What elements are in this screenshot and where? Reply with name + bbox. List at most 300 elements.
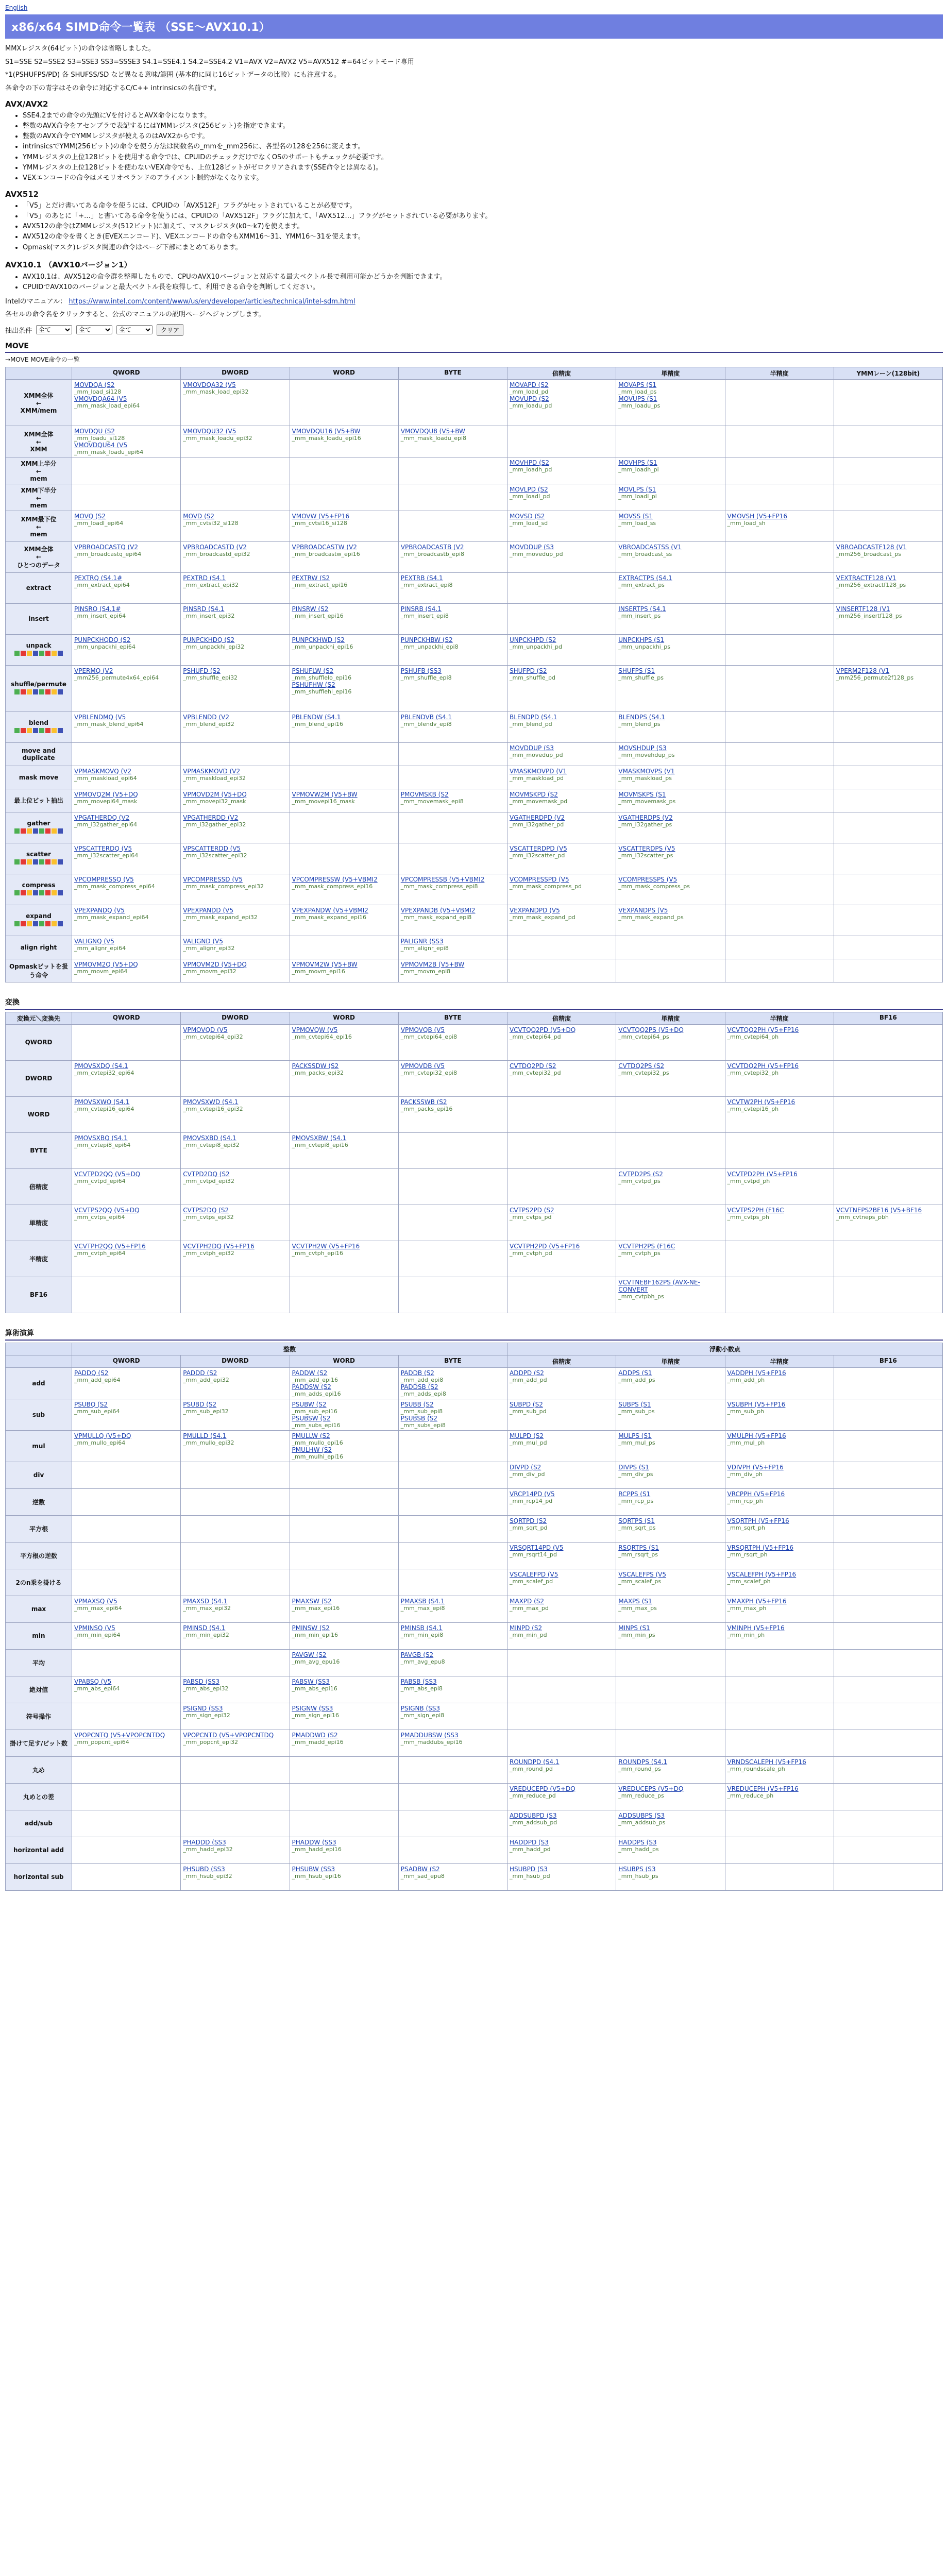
instruction-link[interactable]: VPEXPANDB (V5+VBMI2	[400, 906, 476, 914]
instruction-link[interactable]: PMADDUBSW (SS3	[400, 1731, 459, 1739]
instruction-link[interactable]: VPMOVQD (V5	[183, 1026, 228, 1033]
instruction-link[interactable]: VPEXPANDD (V5	[183, 906, 233, 914]
manual-link[interactable]: https://www.intel.com/content/www/us/en/developer/articles/technical/intel-sdm.html	[69, 297, 356, 306]
instruction-link[interactable]: MOVDDUP (S3	[510, 543, 554, 551]
instruction-link[interactable]: VPCOMPRESSD (V5	[183, 875, 243, 883]
filter-clear-button[interactable]: クリア	[157, 324, 183, 336]
instruction-link[interactable]: VCVTQQ2PD (V5+DQ	[510, 1026, 576, 1033]
instruction-link[interactable]: ADDSUBPD (S3	[510, 1811, 557, 1819]
table-cell	[507, 766, 616, 789]
instruction-link[interactable]: VCVTPH2DQ (V5+FP16	[183, 1242, 255, 1250]
instruction-link[interactable]: ADDSUBPS (S3	[618, 1811, 665, 1819]
instruction-link[interactable]: CVTDQ2PS (S2	[618, 1062, 665, 1070]
instruction-link[interactable]: VMULPH (V5+FP16	[727, 1432, 786, 1439]
instruction-link[interactable]: VSCALEFPD (V5	[510, 1570, 558, 1578]
table-cell	[834, 1622, 942, 1649]
table-row	[6, 1096, 943, 1132]
instruction-link[interactable]: VINSERTF128 (V1	[836, 605, 890, 613]
table-row	[6, 511, 943, 541]
instruction-link[interactable]: VPCOMPRESSQ (V5	[74, 875, 134, 883]
table-cell	[181, 1730, 290, 1756]
intrinsic-name: _mm_cvtepi16_epi32	[183, 1105, 243, 1112]
instruction-link[interactable]: PHSUBD (SS3	[183, 1865, 225, 1873]
instruction-link[interactable]: MOVAPS (S1	[618, 381, 657, 388]
group-header: 整数	[72, 1343, 507, 1355]
instruction-link[interactable]: VCOMPRESSPD (V5	[510, 875, 569, 883]
instruction-link[interactable]: PADDSW (S2	[292, 1383, 331, 1391]
instruction-link[interactable]: PMOVSXDQ (S4.1	[74, 1062, 128, 1070]
instruction-link[interactable]: PHADDD (SS3	[183, 1838, 226, 1846]
instruction-link[interactable]: PSHUFHW (S2	[292, 681, 335, 688]
instruction-link[interactable]: VCVTPH2W (V5+FP16	[292, 1242, 360, 1250]
instruction-link[interactable]: PSHUFB (SS3	[400, 667, 442, 674]
instruction-link[interactable]: PMULLD (S4.1	[183, 1432, 227, 1439]
intrinsic-name: _mm_max_epi64	[74, 1604, 122, 1612]
instruction-link[interactable]: MOVMSKPS (S1	[618, 790, 666, 798]
instruction-link[interactable]: VSCALEFPS (V5	[618, 1570, 667, 1578]
instruction-link[interactable]: PABSB (SS3	[400, 1677, 437, 1685]
table-row	[6, 936, 943, 959]
instruction-link[interactable]: VPMULLQ (V5+DQ	[74, 1432, 131, 1439]
instruction-link[interactable]: PMOVSXBQ (S4.1	[74, 1134, 128, 1142]
column-header	[6, 1355, 72, 1367]
instruction-link[interactable]: MOVMSKPD (S2	[510, 790, 558, 798]
instruction-link[interactable]: PSUBD (S2	[183, 1400, 217, 1408]
instruction-link[interactable]: VMINPH (V5+FP16	[727, 1624, 785, 1632]
intrinsic-name: _mm_i32gather_pd	[510, 821, 564, 828]
instruction-link[interactable]: VALIGND (V5	[183, 937, 223, 945]
instruction-link[interactable]: PSIGNB (SS3	[400, 1704, 441, 1712]
table-cell	[616, 1060, 725, 1096]
instruction-link[interactable]: BLENDPD (S4.1	[510, 713, 557, 721]
instruction-link[interactable]: VPBROADCASTQ (V2	[74, 543, 139, 551]
instruction-link[interactable]: MINPD (S2	[510, 1624, 543, 1632]
instruction-link[interactable]: MOVUPS (S1	[618, 395, 657, 402]
instruction-link[interactable]: VPMOVM2B (V5+BW	[400, 960, 465, 968]
table-cell	[398, 541, 507, 572]
filter-select-3[interactable]	[116, 325, 153, 334]
instruction-link[interactable]: PADDQ (S2	[74, 1369, 109, 1377]
instruction-link[interactable]: PMAXSD (S4.1	[183, 1597, 228, 1605]
instruction-link[interactable]: VPGATHERDQ (V2	[74, 814, 130, 821]
instruction-link[interactable]: VCVTQQ2PS (V5+DQ	[618, 1026, 684, 1033]
instruction-link[interactable]: VRSQRT14PD (V5	[510, 1544, 564, 1551]
intrinsic-name: _mm_movm_epi32	[183, 968, 236, 975]
instruction-link[interactable]: VREDUCEPH (V5+FP16	[727, 1785, 799, 1792]
table-cell	[616, 1277, 725, 1313]
instruction-link[interactable]: VPMOVM2W (V5+BW	[292, 960, 358, 968]
instruction-link[interactable]: VBROADCASTF128 (V1	[836, 543, 907, 551]
instruction-link[interactable]: VMASKMOVPD (V1	[510, 767, 567, 775]
instruction-link[interactable]: PMAXSW (S2	[292, 1597, 332, 1605]
table-cell	[290, 457, 398, 484]
instruction-link[interactable]: CVTPS2DQ (S2	[183, 1206, 229, 1214]
instruction-link[interactable]: PMINSD (S4.1	[183, 1624, 226, 1632]
instruction-link[interactable]: VCVTPS2QQ (V5+DQ	[74, 1206, 140, 1214]
instruction-link[interactable]: VCVTNEBF162PS (AVX-NE-CONVERT	[618, 1278, 700, 1293]
instruction-link[interactable]: PADDW (S2	[292, 1369, 328, 1377]
instruction-link[interactable]: MOVLPD (S2	[510, 485, 548, 493]
table-cell	[507, 812, 616, 843]
intrinsic-name: _mm_mul_ph	[727, 1439, 765, 1446]
instruction-link[interactable]: PMOVSXWD (S4.1	[183, 1098, 239, 1106]
instruction-link[interactable]: BLENDPS (S4.1	[618, 713, 666, 721]
instruction-link[interactable]: VEXPANDPS (V5	[618, 906, 668, 914]
instruction-link[interactable]: MOVAPD (S2	[510, 381, 549, 388]
intro-block	[5, 44, 943, 93]
instruction-link[interactable]: PSHUFLW (S2	[292, 667, 334, 674]
instruction-link[interactable]: VPCOMPRESSB (V5+VBMI2	[400, 875, 485, 883]
instruction-link[interactable]: VCVTPH2QQ (V5+FP16	[74, 1242, 146, 1250]
table-cell	[181, 1756, 290, 1783]
instruction-link[interactable]: PSUBW (S2	[292, 1400, 327, 1408]
instruction-link[interactable]: ADDPD (S2	[510, 1369, 544, 1377]
instruction-link[interactable]: MOVSS (S1	[618, 512, 653, 520]
instruction-link[interactable]: MOVDQA (S2	[74, 381, 115, 388]
instruction-link[interactable]: PMAXSB (S4.1	[400, 1597, 445, 1605]
instruction-link[interactable]: VREDUCEPD (V5+DQ	[510, 1785, 575, 1792]
instruction-link[interactable]: VRCP14PD (V5	[510, 1490, 555, 1498]
table-row	[6, 1542, 943, 1569]
instruction-link[interactable]: VMASKMOVPS (V1	[618, 767, 675, 775]
language-link[interactable]: English	[5, 4, 28, 11]
instruction-link[interactable]: VMOVSH (V5+FP16	[727, 512, 787, 520]
instruction-link[interactable]: PSHUFD (S2	[183, 667, 221, 674]
instruction-link[interactable]: CVTPS2PD (S2	[510, 1206, 554, 1214]
instruction-link[interactable]: VADDPH (V5+FP16	[727, 1369, 786, 1377]
column-header: 倍精度	[507, 1355, 616, 1367]
instruction-link[interactable]: VCVTPH2PD (V5+FP16	[510, 1242, 580, 1250]
instruction-link[interactable]: MOVUPD (S2	[510, 395, 549, 402]
instruction-link[interactable]: PMADDWD (S2	[292, 1731, 338, 1739]
instruction-link[interactable]: VPMOVQ2M (V5+DQ	[74, 790, 138, 798]
instruction-link[interactable]: VPABSQ (V5	[74, 1677, 112, 1685]
move-section-header: MOVE	[5, 342, 943, 353]
instruction-link[interactable]: HSUBPS (S3	[618, 1865, 656, 1873]
instruction-link[interactable]: VGATHERDPS (V2	[618, 814, 673, 821]
table-cell	[72, 1730, 181, 1756]
instruction-link[interactable]: VSQRTPH (V5+FP16	[727, 1517, 789, 1524]
intrinsic-name: _mm_loadu_si128	[74, 434, 125, 442]
instruction-link[interactable]: PEXTRB (S4.1	[400, 574, 443, 582]
instruction-link[interactable]: PSADBW (S2	[400, 1865, 440, 1873]
intrinsic-name: _mm_shuffle_pd	[510, 674, 555, 681]
instruction-link[interactable]: VCVTPS2PH (F16C	[727, 1206, 784, 1214]
instruction-link[interactable]: VPBLENDMQ (V5	[74, 713, 126, 721]
instruction-link[interactable]: PEXTRQ (S4.1#	[74, 574, 123, 582]
instruction-link[interactable]: VPOPCNTQ (V5+VPOPCNTDQ	[74, 1731, 165, 1739]
intrinsic-name: _mm_load_sh	[727, 519, 766, 527]
instruction-link[interactable]: MULPD (S2	[510, 1432, 544, 1439]
table-cell	[398, 1596, 507, 1622]
table-cell	[616, 457, 725, 484]
instruction-link[interactable]: PINSRW (S2	[292, 605, 329, 613]
instruction-link[interactable]: EXTRACTPS (S4.1	[618, 574, 672, 582]
instruction-link[interactable]: VMAXPH (V5+FP16	[727, 1597, 787, 1605]
instruction-link[interactable]: HADDPS (S3	[618, 1838, 657, 1846]
table-cell	[398, 1756, 507, 1783]
instruction-link[interactable]: PMOVSXWQ (S4.1	[74, 1098, 130, 1106]
instruction-link[interactable]: VSCATTERDPD (V5	[510, 844, 567, 852]
intrinsic-name: _mm_shuffle_ps	[618, 674, 664, 681]
instruction-link[interactable]: VEXTRACTF128 (V1	[836, 574, 896, 582]
instruction-link[interactable]: VCVTDQ2PH (V5+FP16	[727, 1062, 799, 1070]
instruction-link[interactable]: ADDPS (S1	[618, 1369, 652, 1377]
instruction-link[interactable]: MAXPS (S1	[618, 1597, 652, 1605]
instruction-link[interactable]: VCVTPD2PH (V5+FP16	[727, 1170, 798, 1178]
instruction-link[interactable]: MINPS (S1	[618, 1624, 650, 1632]
instruction-link[interactable]: VCVTQQ2PH (V5+FP16	[727, 1026, 799, 1033]
instruction-link[interactable]: MOVD (S2	[183, 512, 215, 520]
table-cell	[181, 959, 290, 982]
instruction-link[interactable]: VCVTPD2QQ (V5+DQ	[74, 1170, 141, 1178]
table-cell	[181, 1542, 290, 1569]
intrinsic-name: _mm_mullo_epi16	[292, 1439, 343, 1446]
instruction-link[interactable]: VPMOVQB (V5	[400, 1026, 445, 1033]
instruction-link[interactable]: PSUBQ (S2	[74, 1400, 108, 1408]
instruction-link[interactable]: PALIGNR (SS3	[400, 937, 444, 945]
instruction-link[interactable]: VRSQRTPH (V5+FP16	[727, 1544, 793, 1551]
instruction-link[interactable]: PABSW (SS3	[292, 1677, 330, 1685]
instruction-link[interactable]: MOVHPS (S1	[618, 459, 657, 466]
instruction-link[interactable]: VPMINSQ (V5	[74, 1624, 115, 1632]
instruction-link[interactable]: VPMOVQW (V5	[292, 1026, 338, 1033]
instruction-link[interactable]: VPOPCNTD (V5+VPOPCNTDQ	[183, 1731, 274, 1739]
intrinsic-name: _mm_mask_expand_epi32	[183, 913, 258, 921]
instruction-link[interactable]: VCVTPH2PS (F16C	[618, 1242, 675, 1250]
instruction-link[interactable]: VPERMQ (V2	[74, 667, 113, 674]
instruction-link[interactable]: VPMAXSQ (V5	[74, 1597, 117, 1605]
intrinsic-name: _mm_insert_epi64	[74, 612, 126, 619]
table-cell	[834, 1596, 942, 1622]
intrinsic-name: _mm_mask_loadu_epi16	[292, 434, 361, 442]
table-cell	[181, 1205, 290, 1241]
intrinsic-name: _mm_avg_epu16	[292, 1658, 340, 1665]
instruction-link[interactable]: PAVGW (S2	[292, 1651, 327, 1658]
instruction-link[interactable]: PUNPCKHBW (S2	[400, 636, 453, 643]
instruction-link[interactable]: PMULLW (S2	[292, 1432, 330, 1439]
instruction-link[interactable]: VMOVDQU16 (V5+BW	[292, 427, 361, 435]
table-cell	[290, 1596, 398, 1622]
instruction-link[interactable]: VCVTW2PH (V5+FP16	[727, 1098, 795, 1106]
instruction-link[interactable]: PSUBB (S2	[400, 1400, 434, 1408]
table-row	[6, 1703, 943, 1730]
table-cell	[616, 603, 725, 634]
instruction-link[interactable]: PAVGB (S2	[400, 1651, 434, 1658]
instruction-link[interactable]: PSIGND (SS3	[183, 1704, 223, 1712]
move-subline[interactable]: →MOVE MOVE命令の一覧	[5, 355, 80, 363]
intrinsic-name: _mm_maskload_ps	[618, 774, 672, 782]
table-row	[6, 1241, 943, 1277]
instruction-link[interactable]: VPMASKMOVQ (V2	[74, 767, 132, 775]
instruction-link[interactable]: PMINSB (S4.1	[400, 1624, 443, 1632]
table-cell	[290, 511, 398, 541]
instruction-link[interactable]: VPMOVW2M (V5+BW	[292, 790, 358, 798]
instruction-link[interactable]: DIVPS (S1	[618, 1463, 649, 1471]
instruction-link[interactable]: CVTPD2PS (S2	[618, 1170, 663, 1178]
table-cell	[507, 572, 616, 603]
instruction-link[interactable]: VPMOVM2D (V5+DQ	[183, 960, 247, 968]
instruction-link[interactable]: PADDD (S2	[183, 1369, 217, 1377]
table-cell	[834, 1863, 942, 1890]
instruction-link[interactable]: PSUBSB (S2	[400, 1414, 438, 1422]
instruction-link[interactable]: SUBPS (S1	[618, 1400, 651, 1408]
instruction-link[interactable]: VPCOMPRESSW (V5+VBMI2	[292, 875, 378, 883]
instruction-link[interactable]: PUNPCKHQDQ (S2	[74, 636, 131, 643]
instruction-link[interactable]: DIVPD (S2	[510, 1463, 541, 1471]
instruction-link[interactable]: VPBLENDD (V2	[183, 713, 229, 721]
instruction-link[interactable]: VCVTNEPS2BF16 (V5+BF16	[836, 1206, 922, 1214]
table-cell	[72, 665, 181, 711]
filter-label: 抽出条件	[5, 327, 32, 335]
instruction-link[interactable]: PEXTRW (S2	[292, 574, 330, 582]
instruction-link[interactable]: MOVDQU (S2	[74, 427, 115, 435]
instruction-link[interactable]: VSCATTERDPS (V5	[618, 844, 675, 852]
instruction-link[interactable]: VPMOVM2Q (V5+DQ	[74, 960, 138, 968]
instruction-link[interactable]: PMULHW (S2	[292, 1446, 332, 1453]
table-cell	[181, 742, 290, 766]
instruction-link[interactable]: VPSCATTERDQ (V5	[74, 844, 132, 852]
conversion-table	[5, 1012, 943, 1313]
instruction-link[interactable]: PSIGNW (SS3	[292, 1704, 333, 1712]
instruction-link[interactable]: VDIVPH (V5+FP16	[727, 1463, 784, 1471]
instruction-link[interactable]: VRCPPH (V5+FP16	[727, 1490, 785, 1498]
instruction-link[interactable]: SHUFPD (S2	[510, 667, 547, 674]
instruction-link[interactable]: VMOVDQA64 (V5	[74, 395, 127, 402]
instruction-link[interactable]: SQRTPD (S2	[510, 1517, 547, 1524]
instruction-link[interactable]: VPBROADCASTD (V2	[183, 543, 247, 551]
instruction-link[interactable]: MULPS (S1	[618, 1432, 652, 1439]
instruction-link[interactable]: VPEXPANDW (V5+VBMI2	[292, 906, 368, 914]
table-cell	[72, 905, 181, 936]
instruction-link[interactable]: VPMOVDB (V5	[400, 1062, 445, 1070]
instruction-link[interactable]: RSQRTPS (S1	[618, 1544, 659, 1551]
instruction-link[interactable]: SUBPD (S2	[510, 1400, 543, 1408]
instruction-link[interactable]: UNPCKHPS (S1	[618, 636, 665, 643]
table-cell	[725, 1205, 834, 1241]
table-cell	[290, 1367, 398, 1399]
instruction-link[interactable]: PMINSW (S2	[292, 1624, 330, 1632]
instruction-link[interactable]: VREDUCEPS (V5+DQ	[618, 1785, 684, 1792]
instruction-link[interactable]: VEXPANDPD (V5	[510, 906, 560, 914]
table-row	[6, 484, 943, 511]
instruction-link[interactable]: SHUFPS (S1	[618, 667, 655, 674]
instruction-link[interactable]: PUNPCKHDQ (S2	[183, 636, 235, 643]
instruction-link[interactable]: PACKSSDW (S2	[292, 1062, 339, 1070]
instruction-link[interactable]: VPBROADCASTB (V2	[400, 543, 464, 551]
instruction-link[interactable]: MOVLPS (S1	[618, 485, 656, 493]
intrinsic-name: _mm_cvtepi32_ps	[618, 1069, 669, 1076]
instruction-link[interactable]: VSUBPH (V5+FP16	[727, 1400, 786, 1408]
instruction-link[interactable]: VALIGNQ (V5	[74, 937, 114, 945]
filter-select-2[interactable]	[76, 325, 112, 334]
instruction-link[interactable]: CVTDQ2PD (S2	[510, 1062, 556, 1070]
instruction-link[interactable]: MOVSD (S2	[510, 512, 545, 520]
instruction-link[interactable]: PACKSSWB (S2	[400, 1098, 447, 1106]
instruction-link[interactable]: RCPPS (S1	[618, 1490, 651, 1498]
row-header: BF16	[6, 1277, 72, 1313]
instruction-link[interactable]: PBLENDW (S4.1	[292, 713, 341, 721]
intrinsic-name: _mm_mask_expand_epi64	[74, 913, 149, 921]
instruction-link[interactable]: VMOVW (V5+FP16	[292, 512, 350, 520]
instruction-link[interactable]: VCOMPRESSPS (V5	[618, 875, 678, 883]
instruction-link[interactable]: VPEXPANDQ (V5	[74, 906, 125, 914]
instruction-link[interactable]: VMOVDQU64 (V5	[74, 441, 128, 449]
instruction-link[interactable]: PSUBSW (S2	[292, 1414, 331, 1422]
instruction-link[interactable]: VMOVDQA32 (V5	[183, 381, 236, 388]
instruction-link[interactable]: VBROADCASTSS (V1	[618, 543, 682, 551]
instruction-link[interactable]: VPGATHERDD (V2	[183, 814, 239, 821]
instruction-link[interactable]: MAXPD (S2	[510, 1597, 545, 1605]
intrinsic-name: _mm_hsub_ps	[618, 1872, 658, 1879]
instruction-link[interactable]: MOVDDUP (S3	[510, 744, 554, 752]
table-cell	[181, 379, 290, 426]
instruction-link[interactable]: MOVQ (S2	[74, 512, 106, 520]
table-cell	[725, 1430, 834, 1462]
table-cell	[507, 1367, 616, 1399]
instruction-link[interactable]: VPSCATTERDD (V5	[183, 844, 241, 852]
instruction-link[interactable]: PHSUBW (SS3	[292, 1865, 335, 1873]
instruction-link[interactable]: VMOVDQU8 (V5+BW	[400, 427, 465, 435]
table-cell	[507, 511, 616, 541]
instruction-link[interactable]: HADDPD (S3	[510, 1838, 549, 1846]
instruction-link[interactable]: MOVSHDUP (S3	[618, 744, 667, 752]
instruction-link[interactable]: PUNPCKHWD (S2	[292, 636, 345, 643]
table-cell	[725, 1863, 834, 1890]
table-cell	[616, 1024, 725, 1060]
instruction-link[interactable]: VPERM2F128 (V1	[836, 667, 890, 674]
instruction-link[interactable]: INSERTPS (S4.1	[618, 605, 666, 613]
instruction-link[interactable]: PMOVSXBW (S4.1	[292, 1134, 347, 1142]
table-cell	[398, 1730, 507, 1756]
row-header: XMM下半分 ← mem	[6, 484, 72, 511]
instruction-link[interactable]: PABSD (SS3	[183, 1677, 220, 1685]
instruction-link[interactable]: ROUNDPD (S4.1	[510, 1758, 560, 1766]
instruction-link[interactable]: SQRTPS (S1	[618, 1517, 655, 1524]
instruction-link[interactable]: PBLENDVB (S4.1	[400, 713, 452, 721]
instruction-link[interactable]: PMOVMSKB (S2	[400, 790, 449, 798]
table-cell	[507, 1676, 616, 1703]
instruction-link[interactable]: CVTPD2DQ (S2	[183, 1170, 230, 1178]
filter-select-1[interactable]	[36, 325, 72, 334]
instruction-link[interactable]: VGATHERDPD (V2	[510, 814, 565, 821]
table-cell	[725, 1783, 834, 1810]
instruction-link[interactable]: PINSRB (S4.1	[400, 605, 442, 613]
instruction-link[interactable]: VPBROADCASTW (V2	[292, 543, 357, 551]
instruction-link[interactable]: PINSRQ (S4.1#	[74, 605, 121, 613]
instruction-link[interactable]: VMOVDQU32 (V5	[183, 427, 236, 435]
instruction-link[interactable]: MOVHPD (S2	[510, 459, 550, 466]
instruction-link[interactable]: PADDSB (S2	[400, 1383, 438, 1391]
instruction-link[interactable]: PHADDW (SS3	[292, 1838, 336, 1846]
instruction-link[interactable]: PMOVSXBD (S4.1	[183, 1134, 236, 1142]
instruction-link[interactable]: VPMASKMOVD (V2	[183, 767, 241, 775]
avx512-item: • Opmask(マスク)レジスタ関連の命令はページ下部にまとめてあります。	[23, 243, 943, 253]
instruction-link[interactable]: VPMOVD2M (V5+DQ	[183, 790, 247, 798]
table-cell	[725, 1676, 834, 1703]
instruction-link[interactable]: ROUNDPS (S4.1	[618, 1758, 668, 1766]
instruction-link[interactable]: PINSRD (S4.1	[183, 605, 225, 613]
instruction-link[interactable]: PADDB (S2	[400, 1369, 434, 1377]
instruction-link[interactable]: VRNDSCALEPH (V5+FP16	[727, 1758, 806, 1766]
intrinsic-name: _mm_cvtps_epi32	[183, 1213, 234, 1221]
intrinsic-name: _mm_mask_expand_epi16	[292, 913, 367, 921]
instruction-link[interactable]: VSCALEFPH (V5+FP16	[727, 1570, 797, 1578]
instruction-link[interactable]: HSUBPD (S3	[510, 1865, 548, 1873]
instruction-link[interactable]: PEXTRD (S4.1	[183, 574, 226, 582]
table-cell	[507, 1462, 616, 1488]
instruction-link[interactable]: UNPCKHPD (S2	[510, 636, 556, 643]
